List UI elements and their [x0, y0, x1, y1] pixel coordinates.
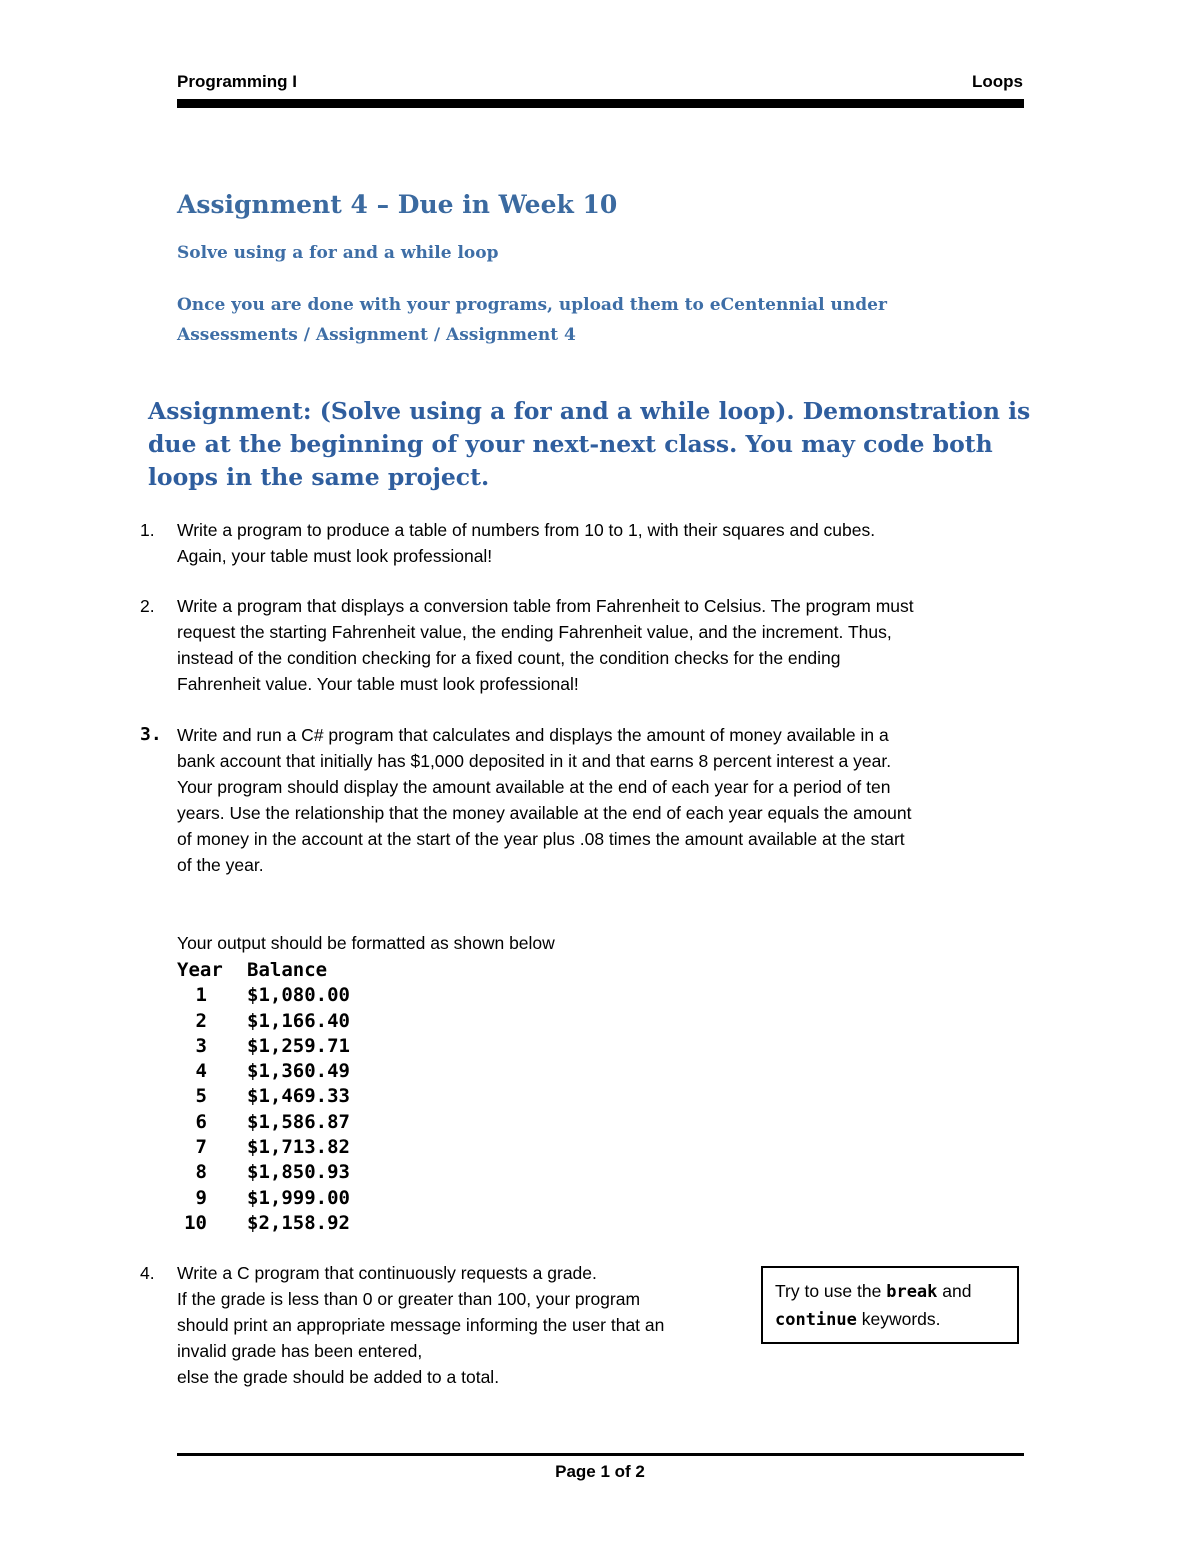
table-row — [177, 1034, 350, 1059]
year-cell: 2 — [195, 1009, 207, 1032]
item-4-line: Write a C program that continuously requests a grade. — [177, 1263, 597, 1283]
item-2-line: Write a program that displays a conversion table from Fahrenheit to Celsius. The program must — [177, 596, 914, 616]
tip-text-post: keywords. — [856, 1309, 941, 1329]
table-header-year: Year — [177, 959, 223, 981]
footer-rule — [177, 1453, 1024, 1456]
table-row — [177, 1084, 350, 1109]
item-4-line: invalid grade has been entered, — [177, 1341, 423, 1361]
year-cell: 1 — [195, 984, 207, 1007]
upload-line-1: Once you are done with your programs, upload them to eCentennial under — [177, 295, 887, 315]
year-cell: 8 — [195, 1161, 207, 1184]
item-4-line: should print an appropriate message informing the user that an — [177, 1315, 665, 1335]
item-number-3: 3. — [140, 724, 162, 745]
balance-cell: $1,469.33 — [247, 1085, 350, 1108]
table-row — [177, 1059, 350, 1084]
year-cell: 4 — [195, 1060, 207, 1083]
item-number-1: 1. — [140, 520, 155, 540]
item-1-line: Write a program to produce a table of numbers from 10 to 1, with their squares and cubes. — [177, 520, 876, 540]
item-3-line: Your program should display the amount available at the end of each year for a period of ten — [177, 777, 891, 797]
item-3-line: bank account that initially has $1,000 deposited in it and that earns 8 percent interest a year. — [177, 751, 892, 771]
tip-box — [761, 1266, 1019, 1344]
balance-cell: $1,999.00 — [247, 1186, 350, 1209]
item-3 — [177, 722, 1017, 878]
balance-cell: $1,850.93 — [247, 1161, 350, 1184]
balance-cell: $2,158.92 — [247, 1211, 350, 1234]
header-rule — [177, 99, 1024, 108]
balance-table — [177, 958, 350, 1236]
item-3-line: of the year. — [177, 855, 264, 875]
balance-cell: $1,259.71 — [247, 1034, 350, 1057]
item-2-line: Fahrenheit value. Your table must look professional! — [177, 674, 579, 694]
item-4-line: else the grade should be added to a total. — [177, 1367, 500, 1387]
table-header-row — [177, 958, 350, 983]
header-topic: Loops — [972, 72, 1023, 91]
item-number-2: 2. — [140, 596, 155, 616]
table-row — [177, 1110, 350, 1135]
item-1-line: Again, your table must look professional! — [177, 546, 493, 566]
tip-text-pre: Try to use the — [775, 1281, 887, 1301]
table-row — [177, 1211, 350, 1236]
table-header-balance: Balance — [247, 959, 328, 981]
item-3-line: of money in the account at the start of the year plus .08 times the amount available at the start — [177, 829, 905, 849]
tip-keyword-break: break — [886, 1282, 938, 1302]
page-number: Page 1 of 2 — [555, 1462, 645, 1481]
upload-line-2: Assessments / Assignment / Assignment 4 — [177, 325, 576, 345]
balance-cell: $1,166.40 — [247, 1009, 350, 1032]
year-cell: 9 — [195, 1186, 207, 1209]
item-2 — [177, 593, 1017, 697]
tip-keyword-continue: continue — [775, 1310, 857, 1330]
header-course: Programming I — [177, 72, 297, 91]
year-cell: 6 — [195, 1110, 207, 1133]
item-1 — [177, 517, 1017, 569]
balance-cell: $1,586.87 — [247, 1110, 350, 1133]
year-cell: 3 — [195, 1034, 207, 1057]
table-row — [177, 1160, 350, 1185]
item-3-line: years. Use the relationship that the money available at the end of each year equals the amount — [177, 803, 912, 823]
year-cell: 5 — [195, 1085, 207, 1108]
subtitle: Solve using a for and a while loop — [177, 243, 499, 263]
balance-cell: $1,713.82 — [247, 1136, 350, 1159]
balance-cell: $1,360.49 — [247, 1060, 350, 1083]
year-cell: 7 — [195, 1136, 207, 1159]
table-row — [177, 1009, 350, 1034]
upload-instructions — [177, 290, 997, 350]
item-2-line: instead of the condition checking for a fixed count, the condition checks for the ending — [177, 648, 841, 668]
balance-cell: $1,080.00 — [247, 984, 350, 1007]
page-title: Assignment 4 – Due in Week 10 — [177, 190, 618, 219]
year-cell: 10 — [184, 1211, 207, 1234]
table-row — [177, 1135, 350, 1160]
item-number-4: 4. — [140, 1263, 155, 1283]
item-2-line: request the starting Fahrenheit value, the ending Fahrenheit value, and the increment. Thus, — [177, 622, 892, 642]
item-4 — [177, 1260, 747, 1390]
item-4-line: If the grade is less than 0 or greater than 100, your program — [177, 1289, 641, 1309]
output-intro: Your output should be formatted as shown below — [177, 933, 555, 953]
table-row — [177, 1186, 350, 1211]
table-row — [177, 983, 350, 1008]
tip-text-mid: and — [937, 1281, 972, 1301]
assignment-heading: Assignment: (Solve using a for and a while loop). Demonstration is due at the beginning of your next-next class. You may code both loops in the same project. — [148, 397, 1031, 491]
item-3-line: Write and run a C# program that calculates and displays the amount of money available in a — [177, 725, 889, 745]
